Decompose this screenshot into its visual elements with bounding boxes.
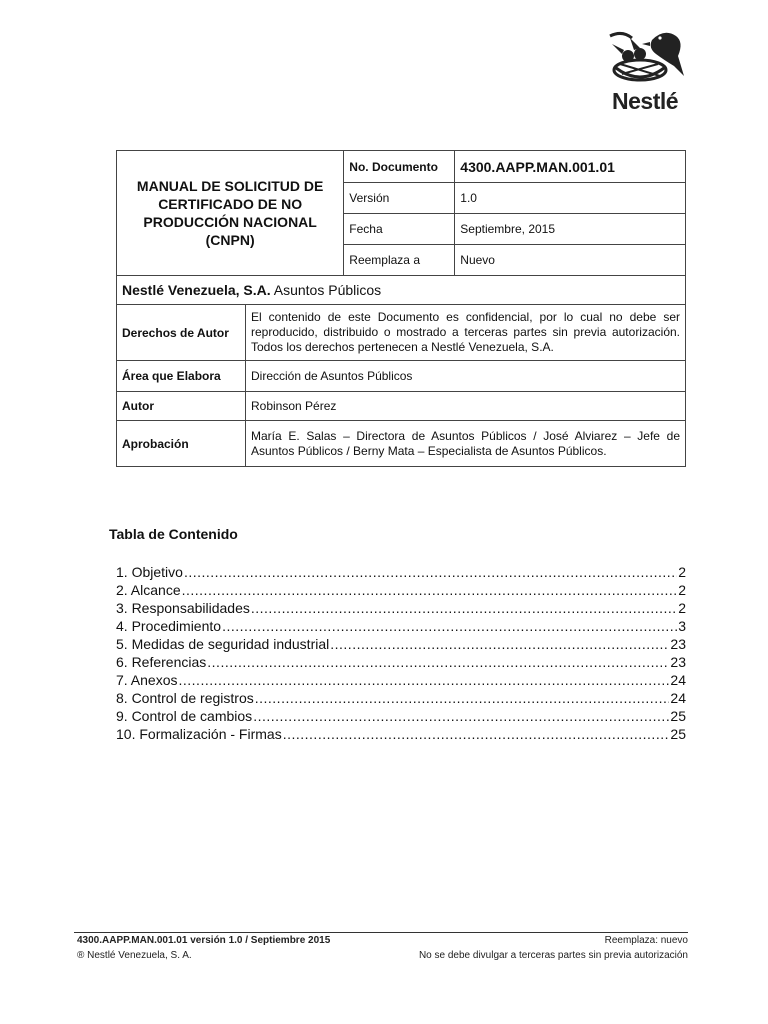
- toc-item-page: 23: [670, 636, 686, 652]
- toc-leader: [330, 635, 669, 653]
- company-row: [117, 276, 686, 305]
- author-value: Robinson Pérez: [246, 392, 686, 421]
- doc-number-value: 4300.AAPP.MAN.001.01: [455, 151, 686, 183]
- toc-leader: [179, 671, 670, 689]
- toc-item-page: 2: [678, 582, 686, 598]
- toc-item-page: 23: [670, 654, 686, 670]
- approval-value: María E. Salas – Directora de Asuntos Públicos / José Alviarez – Jefe de Asuntos Públicos / Berny Mata – Especialista de Asuntos Públicos.: [246, 421, 686, 467]
- toc-item-page: 24: [670, 690, 686, 706]
- document-title: MANUAL DE SOLICITUD DE CERTIFICADO DE NO PRODUCCIÓN NACIONAL (CNPN): [117, 151, 344, 276]
- table-of-contents: [116, 563, 686, 743]
- doc-number-label: No. Documento: [344, 151, 455, 183]
- toc-item[interactable]: [116, 635, 686, 653]
- toc-title: Tabla de Contenido: [109, 526, 238, 542]
- toc-item-text: 4. Procedimiento: [116, 618, 222, 634]
- toc-item-text: 6. Referencias: [116, 654, 207, 670]
- toc-item[interactable]: [116, 725, 686, 743]
- toc-item-text: 9. Control de cambios: [116, 708, 253, 724]
- toc-item-page: 25: [670, 708, 686, 724]
- toc-item-text: 2. Alcance: [116, 582, 181, 598]
- toc-item[interactable]: [116, 617, 686, 635]
- toc-leader: [207, 653, 669, 671]
- toc-leader: [253, 707, 669, 725]
- toc-item-page: 3: [678, 618, 686, 634]
- area-value: Dirección de Asuntos Públicos: [246, 361, 686, 392]
- date-label: Fecha: [344, 214, 455, 245]
- footer-replaces: Reemplaza: nuevo: [604, 935, 688, 946]
- approval-label: Aprobación: [117, 421, 246, 467]
- area-label: Área que Elabora: [117, 361, 246, 392]
- footer-disclaimer: No se debe divulgar a terceras partes sin previa autorización: [418, 950, 688, 961]
- nestle-logo: [604, 26, 688, 112]
- toc-item[interactable]: [116, 563, 686, 581]
- toc-item[interactable]: [116, 581, 686, 599]
- department-name: Asuntos Públicos: [273, 282, 382, 298]
- toc-item-text: 1. Objetivo: [116, 564, 183, 580]
- toc-item-text: 5. Medidas de seguridad industrial: [116, 636, 330, 652]
- toc-item-page: 25: [670, 726, 686, 742]
- toc-item-text: 10. Formalización - Firmas: [116, 726, 282, 742]
- document-header-table: [116, 150, 686, 467]
- toc-item[interactable]: [116, 671, 686, 689]
- toc-leader: [184, 563, 677, 581]
- toc-item-text: 7. Anexos: [116, 672, 178, 688]
- toc-item-page: 24: [670, 672, 686, 688]
- brand-wordmark: Nestlé: [612, 88, 679, 114]
- toc-leader: [251, 599, 677, 617]
- toc-item[interactable]: [116, 653, 686, 671]
- toc-item-page: 2: [678, 600, 686, 616]
- toc-item[interactable]: [116, 599, 686, 617]
- copyright-value: El contenido de este Documento es confidencial, por lo cual no debe ser reproducido, distribuido o mostrado a terceras partes sin previa autorización. Todos los derechos pertenecen a Nestlé Venezuela, S.A.: [246, 305, 686, 361]
- toc-leader: [283, 725, 670, 743]
- replaces-value: Nuevo: [455, 245, 686, 276]
- nestle-nest-icon: [604, 26, 688, 88]
- version-label: Versión: [344, 183, 455, 214]
- footer-divider: [74, 932, 688, 933]
- toc-item[interactable]: [116, 707, 686, 725]
- toc-leader: [222, 617, 677, 635]
- date-value: Septiembre, 2015: [455, 214, 686, 245]
- version-value: 1.0: [455, 183, 686, 214]
- toc-leader: [182, 581, 678, 599]
- company-name: Nestlé Venezuela, S.A.: [122, 282, 271, 298]
- toc-item[interactable]: [116, 689, 686, 707]
- author-label: Autor: [117, 392, 246, 421]
- toc-item-text: 3. Responsabilidades: [116, 600, 250, 616]
- replaces-label: Reemplaza a: [344, 245, 455, 276]
- copyright-label: Derechos de Autor: [117, 305, 246, 361]
- toc-item-page: 2: [678, 564, 686, 580]
- footer-doc-version: 4300.AAPP.MAN.001.01 versión 1.0 / Septiembre 2015: [77, 935, 331, 946]
- footer-copyright: ® Nestlé Venezuela, S. A.: [77, 950, 192, 961]
- toc-item-text: 8. Control de registros: [116, 690, 254, 706]
- toc-leader: [255, 689, 670, 707]
